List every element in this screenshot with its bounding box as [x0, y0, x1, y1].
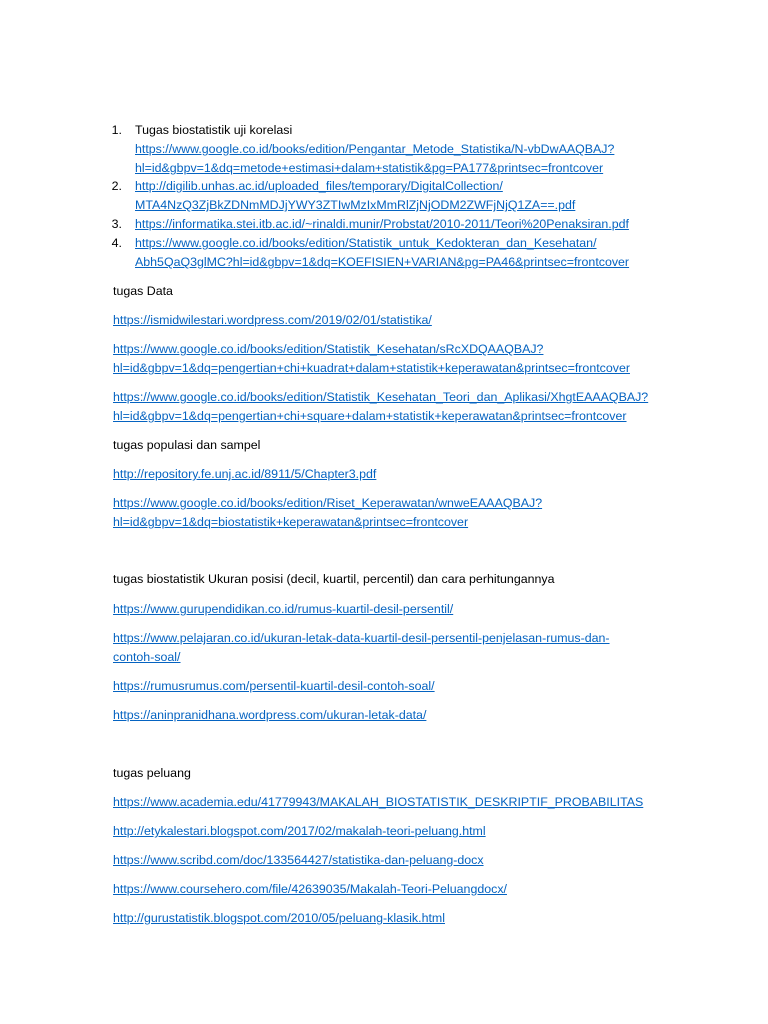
list-item-4-link-line-2[interactable]: Abh5QaQ3glMC?hl=id&gbpv=1&dq=KOEFISIEN+VARIAN&pg=PA46&printsec=frontcover	[135, 255, 630, 269]
data-link-2-line-1[interactable]: https://www.google.co.id/books/edition/Statistik_Kesehatan/sRcXDQAAQBAJ?	[113, 342, 544, 356]
section-heading-peluang: tugas peluang	[113, 766, 191, 780]
populasi-link-1[interactable]: http://repository.fe.unj.ac.id/8911/5/Chapter3.pdf	[113, 467, 377, 481]
peluang-link-5[interactable]: http://gurustatistik.blogspot.com/2010/05/peluang-klasik.html	[113, 911, 445, 925]
section-heading-populasi: tugas populasi dan sampel	[113, 438, 261, 452]
peluang-link-3[interactable]: https://www.scribd.com/doc/133564427/statistika-dan-peluang-docx	[113, 853, 484, 867]
data-link-1[interactable]: https://ismidwilestari.wordpress.com/2019/02/01/statistika/	[113, 313, 432, 327]
list-number-1: 1.	[111, 123, 122, 137]
list-number-2: 2.	[111, 179, 122, 193]
ukuran-link-3[interactable]: https://rumusrumus.com/persentil-kuartil-desil-contoh-soal/	[113, 679, 435, 693]
data-link-3-line-2[interactable]: hl=id&gbpv=1&dq=pengertian+chi+square+dalam+statistik+keperawatan&printsec=frontcover	[113, 409, 627, 423]
list-item-1-title: Tugas biostatistik uji korelasi	[135, 123, 293, 137]
populasi-link-2-line-2[interactable]: hl=id&gbpv=1&dq=biostatistik+keperawatan&printsec=frontcover	[113, 515, 469, 529]
ukuran-link-2-line-1[interactable]: https://www.pelajaran.co.id/ukuran-letak-data-kuartil-desil-persentil-penjelasan-rumus-dan-	[113, 631, 610, 645]
list-item-1-link-line-1[interactable]: https://www.google.co.id/books/edition/Pengantar_Metode_Statistika/N-vbDwAAQBAJ?	[135, 142, 615, 156]
list-number-4: 4.	[111, 236, 122, 250]
populasi-link-2-line-1[interactable]: https://www.google.co.id/books/edition/Riset_Keperawatan/wnweEAAAQBAJ?	[113, 496, 543, 510]
peluang-link-1[interactable]: https://www.academia.edu/41779943/MAKALAH_BIOSTATISTIK_DESKRIPTIF_PROBABILITAS	[113, 795, 644, 809]
list-item-4-link-line-1[interactable]: https://www.google.co.id/books/edition/Statistik_untuk_Kedokteran_dan_Kesehatan/	[135, 236, 597, 250]
list-item-1-link-line-2[interactable]: hl=id&gbpv=1&dq=metode+estimasi+dalam+statistik&pg=PA177&printsec=frontcover	[135, 161, 604, 175]
list-item-2-link-line-1[interactable]: http://digilib.unhas.ac.id/uploaded_files/temporary/DigitalCollection/	[135, 179, 503, 193]
list-item-3-link[interactable]: https://informatika.stei.itb.ac.id/~rinaldi.munir/Probstat/2010-2011/Teori%20Penaksiran.pdf	[135, 217, 629, 231]
list-number-3: 3.	[111, 217, 122, 231]
ukuran-link-2-line-2[interactable]: contoh-soal/	[113, 650, 181, 664]
peluang-link-4[interactable]: https://www.coursehero.com/file/42639035/Makalah-Teori-Peluangdocx/	[113, 882, 507, 896]
list-item-2-link-line-2[interactable]: MTA4NzQ3ZjBkZDNmMDJjYWY3ZTIwMzIxMmRlZjNjODM2ZWFjNjQ1ZA==.pdf	[135, 198, 576, 212]
ukuran-link-1[interactable]: https://www.gurupendidikan.co.id/rumus-kuartil-desil-persentil/	[113, 602, 454, 616]
section-heading-ukuran-posisi: tugas biostatistik Ukuran posisi (decil, kuartil, percentil) dan cara perhitungannya	[113, 572, 555, 586]
peluang-link-2[interactable]: http://etykalestari.blogspot.com/2017/02/makalah-teori-peluang.html	[113, 824, 486, 838]
data-link-2-line-2[interactable]: hl=id&gbpv=1&dq=pengertian+chi+kuadrat+dalam+statistik+keperawatan&printsec=frontcover	[113, 361, 630, 375]
ukuran-link-4[interactable]: https://aninpranidhana.wordpress.com/ukuran-letak-data/	[113, 708, 427, 722]
data-link-3-line-1[interactable]: https://www.google.co.id/books/edition/Statistik_Kesehatan_Teori_dan_Aplikasi/XhgtEAAAQBAJ?	[113, 390, 649, 404]
section-heading-data: tugas Data	[113, 284, 173, 298]
